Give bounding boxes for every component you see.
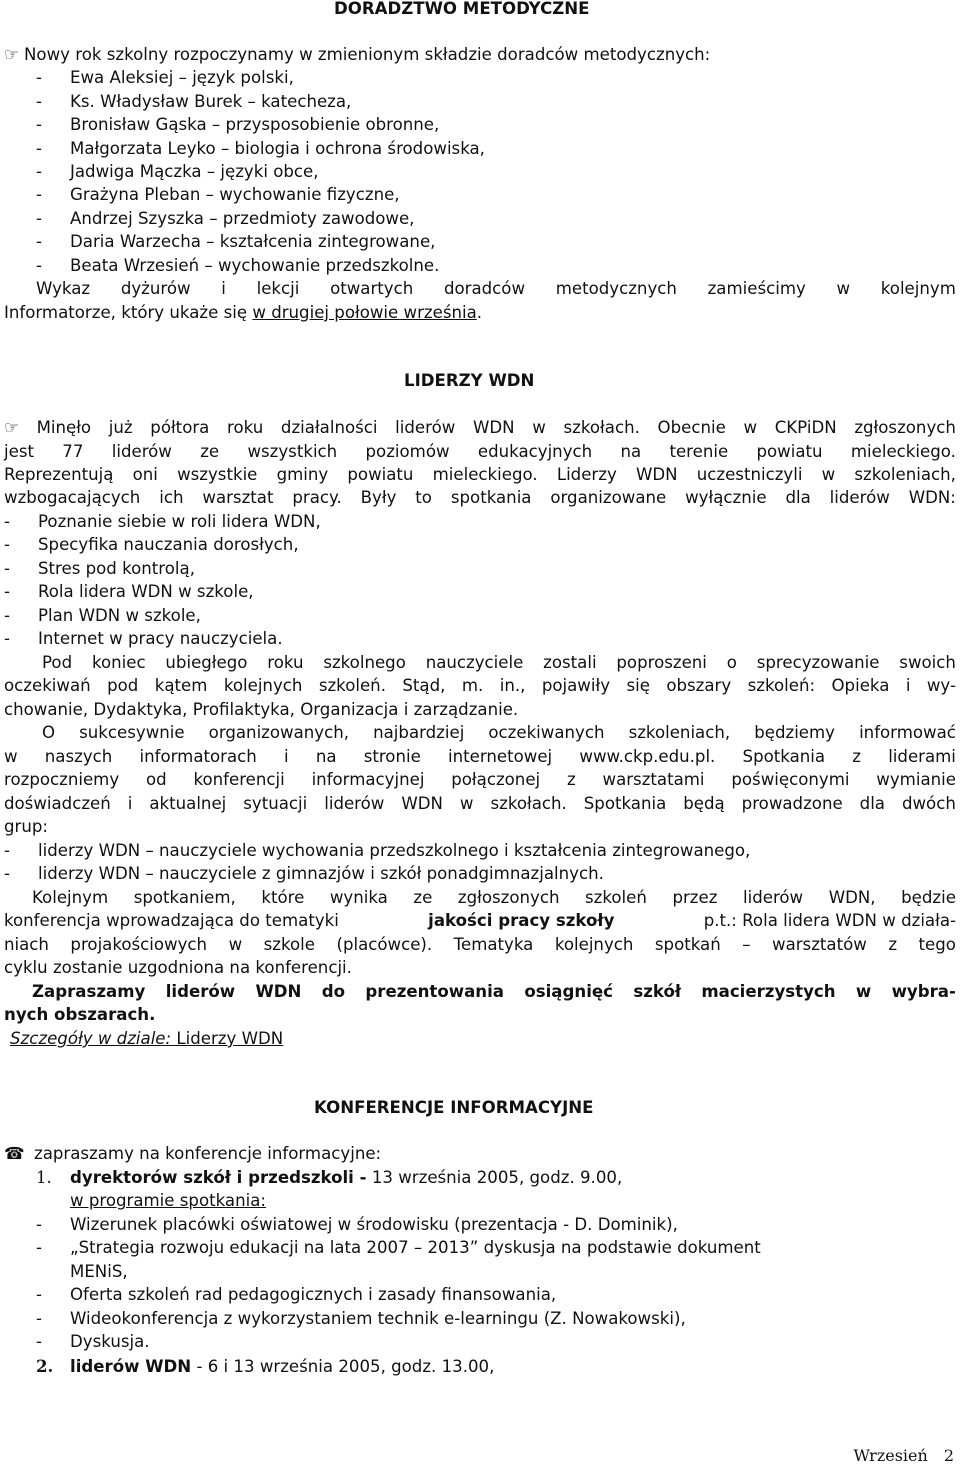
word: poproszeni bbox=[616, 653, 707, 672]
word: macierzystych bbox=[701, 982, 836, 1001]
list-item: - Wideokonferencja z wykorzystaniem technik e-learningu (Z. Nowakowski), bbox=[36, 1309, 686, 1328]
word: wy- bbox=[926, 676, 956, 695]
word: dla bbox=[785, 488, 811, 507]
footer-month: Wrzesień bbox=[853, 1446, 928, 1465]
word: liderów bbox=[395, 418, 456, 437]
word: metodycznych bbox=[555, 279, 677, 298]
word: pod bbox=[107, 676, 139, 695]
word: w bbox=[4, 747, 18, 766]
word: Spotkania bbox=[742, 747, 826, 766]
list-item: - Grażyna Pleban – wychowanie fizyczne, bbox=[36, 185, 400, 204]
word: szkołach. bbox=[490, 794, 567, 813]
word: szkół bbox=[633, 982, 682, 1001]
details-link[interactable] bbox=[10, 1028, 283, 1050]
word: Wykaz bbox=[36, 279, 91, 298]
list-item: - Małgorzata Leyko – biologia i ochrona środowiska, bbox=[36, 139, 485, 158]
list-item: - Beata Wrzesień – wychowanie przedszkolne. bbox=[36, 256, 440, 275]
word: szkoleń: bbox=[747, 676, 816, 695]
list-item: - Specyfika nauczania dorosłych, bbox=[4, 535, 299, 554]
paragraph-line: grup: bbox=[4, 817, 48, 836]
list-item: - Poznanie siebie w roli lidera WDN, bbox=[4, 512, 321, 531]
word: w bbox=[228, 935, 243, 954]
word: dwóch bbox=[901, 794, 956, 813]
word: nauczyciele bbox=[425, 653, 524, 672]
word: ze bbox=[200, 442, 220, 461]
word: doświadczeń bbox=[4, 794, 111, 813]
paragraph-line: chowanie, Dydaktyka, Profilaktyka, Organizacja i zarządzanie. bbox=[4, 700, 519, 719]
page-footer bbox=[853, 1446, 954, 1465]
paragraph-line bbox=[4, 934, 956, 956]
word: WDN bbox=[473, 418, 515, 437]
word: informatorach bbox=[139, 747, 257, 766]
telephone-icon: ☎ bbox=[4, 1144, 25, 1163]
word: wynika bbox=[329, 888, 388, 907]
list-item: - Daria Warzecha – kształcenia zintegrowane, bbox=[36, 232, 436, 251]
list-item: - Rola lidera WDN w szkole, bbox=[4, 582, 254, 601]
word: WDN bbox=[255, 982, 302, 1001]
word: swoich bbox=[899, 653, 956, 672]
program-label: w programie spotkania: bbox=[70, 1191, 266, 1210]
word: WDN: bbox=[908, 488, 956, 507]
word: ich bbox=[159, 488, 184, 507]
word: wszystkich bbox=[247, 442, 338, 461]
paragraph-line: Informatorze, który ukaże się w drugiej połowie września. bbox=[4, 303, 483, 322]
word: www.ckp.edu.pl. bbox=[579, 747, 716, 766]
list-item: - Internet w pracy nauczyciela. bbox=[4, 629, 283, 648]
word: Były bbox=[360, 488, 397, 507]
word: sytuacji bbox=[243, 794, 308, 813]
paragraph-line bbox=[4, 793, 956, 815]
list-item: - Jadwiga Mączka – języki obce, bbox=[36, 162, 319, 181]
word: połączonej bbox=[451, 770, 541, 789]
word: roku bbox=[267, 653, 304, 672]
paragraph-line bbox=[32, 887, 956, 909]
word: WDN bbox=[401, 794, 443, 813]
word: Stąd, bbox=[402, 676, 446, 695]
word: m. bbox=[461, 676, 484, 695]
word: ze bbox=[413, 888, 433, 907]
word: w bbox=[855, 982, 872, 1001]
pointing-hand-icon: ☞ bbox=[4, 418, 19, 437]
justified-line bbox=[4, 487, 956, 509]
paragraph-line bbox=[42, 652, 956, 674]
word: otwartych bbox=[330, 279, 414, 298]
word: WDN bbox=[635, 465, 678, 484]
paragraph-line bbox=[4, 417, 956, 439]
word: w bbox=[821, 465, 836, 484]
word: na bbox=[315, 747, 337, 766]
word: organizowanych, bbox=[208, 723, 350, 742]
word: stronie bbox=[363, 747, 421, 766]
word: in., bbox=[499, 676, 526, 695]
intro-text: Nowy rok szkolny rozpoczynamy w zmienionym składzie doradców metodycznych: bbox=[24, 45, 711, 64]
list-item: - „Strategia rozwoju edukacji na lata 2007 – 2013” dyskusja na podstawie dokument bbox=[36, 1238, 761, 1257]
word: konferencji bbox=[193, 770, 285, 789]
word: aktualnej bbox=[149, 794, 227, 813]
word: Spotkania bbox=[583, 794, 667, 813]
word: dyżurów bbox=[120, 279, 191, 298]
list-item-cont: MENiS, bbox=[70, 1262, 128, 1281]
word: oczekiwań bbox=[4, 676, 91, 695]
event-line: 1. dyrektorów szkół i przedszkoli - 13 września 2005, godz. 9.00, bbox=[36, 1168, 623, 1187]
word: to bbox=[415, 488, 432, 507]
word: będzie bbox=[901, 888, 956, 907]
word: niach bbox=[4, 935, 49, 954]
word: o bbox=[726, 653, 737, 672]
word: powiatu bbox=[756, 442, 823, 461]
word: organizowane bbox=[550, 488, 667, 507]
word: kątem bbox=[154, 676, 208, 695]
list-item: - Andrzej Szyszka – przedmioty zawodowe, bbox=[36, 209, 415, 228]
word: Pod bbox=[42, 653, 73, 672]
word: poświęconymi bbox=[731, 770, 850, 789]
word: tego bbox=[918, 935, 956, 954]
paragraph-line bbox=[4, 464, 956, 486]
word: wybra- bbox=[891, 982, 956, 1001]
word: działalności bbox=[280, 418, 378, 437]
word: szkoleniach, bbox=[628, 723, 731, 742]
word: zostali bbox=[543, 653, 597, 672]
word: powiatu bbox=[347, 465, 414, 484]
quality-emphasis: jakości pracy szkoły bbox=[428, 911, 615, 930]
word: Kolejnym bbox=[32, 888, 109, 907]
paragraph-line bbox=[4, 441, 956, 463]
word: Minęło bbox=[36, 418, 92, 437]
paragraph-line bbox=[4, 746, 956, 768]
word: szkoleń. bbox=[318, 676, 386, 695]
word: Opieka bbox=[831, 676, 890, 695]
word: będziemy bbox=[754, 723, 835, 742]
word: w bbox=[743, 418, 758, 437]
word: spotkaniem, bbox=[133, 888, 236, 907]
list-item: - Wizerunek placówki oświatowej w środowisku (prezentacja - D. Dominik), bbox=[36, 1215, 678, 1234]
word: informować bbox=[859, 723, 956, 742]
word: warsztat bbox=[202, 488, 274, 507]
word: szkoleniach, bbox=[854, 465, 956, 484]
word: 77 bbox=[62, 442, 84, 461]
word: warsztatów bbox=[772, 935, 867, 954]
word: i bbox=[905, 676, 911, 695]
justified-line bbox=[4, 417, 956, 439]
paragraph-line bbox=[4, 769, 956, 791]
word: pracy. bbox=[292, 488, 342, 507]
page-number: 2 bbox=[943, 1446, 954, 1465]
word: jest bbox=[4, 442, 34, 461]
word: półtora bbox=[150, 418, 210, 437]
word: od bbox=[145, 770, 167, 789]
word: wyłącznie bbox=[685, 488, 767, 507]
word: liderów bbox=[165, 982, 236, 1001]
word: w bbox=[459, 794, 474, 813]
word: CKPiDN bbox=[774, 418, 837, 437]
word: do bbox=[321, 982, 346, 1001]
word: (placówce). bbox=[336, 935, 433, 954]
word: obszary bbox=[666, 676, 732, 695]
intro-line: ☎ zapraszamy na konferencje informacyjne: bbox=[4, 1144, 382, 1163]
word: wszystkie bbox=[177, 465, 258, 484]
word: liderami bbox=[888, 747, 956, 766]
word: z bbox=[566, 770, 576, 789]
word: w bbox=[836, 279, 851, 298]
justified-line: konferencja wprowadzająca do tematyki jakości pracy szkoły p.t.: Rola lidera WDN w działa- bbox=[4, 911, 956, 930]
paragraph-line bbox=[42, 722, 956, 744]
word: Tematyka bbox=[453, 935, 534, 954]
word: Obecnie bbox=[657, 418, 726, 437]
word: warsztatami bbox=[602, 770, 705, 789]
event-line: 2. liderów WDN - 6 i 13 września 2005, godz. 13.00, bbox=[36, 1356, 495, 1376]
word: kolejnych bbox=[554, 935, 634, 954]
word: będą bbox=[683, 794, 725, 813]
section-title-konferencje: KONFERENCJE INFORMACYJNE bbox=[314, 1098, 594, 1117]
word: O bbox=[42, 723, 56, 742]
word: rozpoczniemy bbox=[4, 770, 120, 789]
word: wymianie bbox=[876, 770, 956, 789]
word: oczekiwanych bbox=[488, 723, 605, 742]
paragraph-line bbox=[4, 675, 956, 697]
word: z bbox=[888, 935, 898, 954]
word: dla bbox=[859, 794, 885, 813]
list-item: - liderzy WDN – nauczyciele wychowania przedszkolnego i kształcenia zintegrowanego, bbox=[4, 841, 751, 860]
word: szkolnego bbox=[323, 653, 406, 672]
word: spotkań bbox=[654, 935, 721, 954]
word: wzbogacających bbox=[4, 488, 141, 507]
word: roku bbox=[227, 418, 264, 437]
paragraph-line bbox=[4, 910, 956, 932]
word: i bbox=[283, 747, 289, 766]
word: i bbox=[221, 279, 226, 298]
word: uczestniczyli bbox=[696, 465, 803, 484]
word: ubiegłego bbox=[165, 653, 248, 672]
word: naszych bbox=[44, 747, 113, 766]
word: Zapraszamy bbox=[32, 982, 146, 1001]
word: liderów bbox=[111, 442, 172, 461]
word: prezentowania bbox=[365, 982, 504, 1001]
details-label: Szczegóły w dziale: bbox=[10, 1029, 172, 1048]
word: terenie bbox=[669, 442, 729, 461]
justified-line bbox=[36, 278, 956, 300]
word: mieleckiego. bbox=[850, 442, 956, 461]
section-title-doradztwo: DORADZTWO METODYCZNE bbox=[334, 0, 590, 18]
word: i bbox=[127, 794, 133, 813]
word: szkoleń bbox=[585, 888, 647, 907]
word: doradców bbox=[443, 279, 526, 298]
word: spotkania bbox=[450, 488, 532, 507]
word: gminy bbox=[276, 465, 329, 484]
word: lekcji bbox=[256, 279, 300, 298]
word: szkołach. bbox=[563, 418, 640, 437]
justified-line bbox=[4, 464, 956, 486]
list-item: - liderzy WDN – nauczyciele z gimnazjów i szkół ponadgimnazjalnych. bbox=[4, 864, 604, 883]
word: najbardziej bbox=[373, 723, 465, 742]
word: Liderzy bbox=[556, 465, 617, 484]
word: oni bbox=[132, 465, 158, 484]
word: liderów bbox=[829, 488, 890, 507]
list-item: - Plan WDN w szkole, bbox=[4, 606, 201, 625]
word: które bbox=[261, 888, 305, 907]
word: Reprezentują bbox=[4, 465, 114, 484]
word: kolejnych bbox=[223, 676, 303, 695]
section-title-liderzy: LIDERZY WDN bbox=[404, 371, 535, 390]
list-item: - Ewa Aleksiej – język polski, bbox=[36, 68, 294, 87]
word: sprecyzowanie bbox=[756, 653, 880, 672]
list-item: - Oferta szkoleń rad pedagogicznych i zasady finansowania, bbox=[36, 1285, 557, 1304]
word: zgłoszonych bbox=[457, 888, 560, 907]
word: zgłoszonych bbox=[854, 418, 956, 437]
pointing-hand-icon: ☞ bbox=[4, 45, 19, 64]
list-item: - Bronisław Gąska – przysposobienie obronne, bbox=[36, 115, 440, 134]
intro-line bbox=[4, 44, 710, 66]
list-item: - Ks. Władysław Burek – katecheza, bbox=[36, 92, 352, 111]
word: liderów bbox=[742, 888, 804, 907]
word: informacyjnej bbox=[311, 770, 425, 789]
word: kolejnym bbox=[880, 279, 956, 298]
word: przez bbox=[672, 888, 718, 907]
word: WDN, bbox=[828, 888, 876, 907]
details-value: Liderzy WDN bbox=[171, 1029, 284, 1048]
word: edukacyjnych bbox=[477, 442, 593, 461]
word: szkole bbox=[263, 935, 315, 954]
word: liderów bbox=[324, 794, 385, 813]
paragraph-line: cyklu zostanie uzgodniona na konferencji. bbox=[4, 958, 352, 977]
date-link: w drugiej połowie września bbox=[252, 303, 477, 322]
word: sukcesywnie bbox=[79, 723, 185, 742]
paragraph-line bbox=[36, 278, 956, 300]
word: na bbox=[620, 442, 642, 461]
word: koniec bbox=[91, 653, 146, 672]
word: projakościowych bbox=[70, 935, 208, 954]
word: pojawiły bbox=[541, 676, 611, 695]
word: zamieścimy bbox=[707, 279, 806, 298]
word: – bbox=[742, 935, 751, 954]
word: poziomów bbox=[365, 442, 450, 461]
justified-line bbox=[4, 441, 956, 463]
word: internetowej bbox=[448, 747, 553, 766]
invite-line bbox=[32, 981, 956, 1003]
word: prowadzone bbox=[741, 794, 843, 813]
word: już bbox=[108, 418, 133, 437]
list-item: - Dyskusja. bbox=[36, 1332, 150, 1351]
word: z bbox=[852, 747, 861, 766]
paragraph-line bbox=[4, 487, 956, 509]
word: mieleckiego. bbox=[432, 465, 538, 484]
word: w bbox=[532, 418, 546, 437]
word: osiągnięć bbox=[524, 982, 613, 1001]
list-item: - Stres pod kontrolą, bbox=[4, 559, 195, 578]
word: się bbox=[626, 676, 650, 695]
invite-line: nych obszarach. bbox=[4, 1005, 156, 1024]
